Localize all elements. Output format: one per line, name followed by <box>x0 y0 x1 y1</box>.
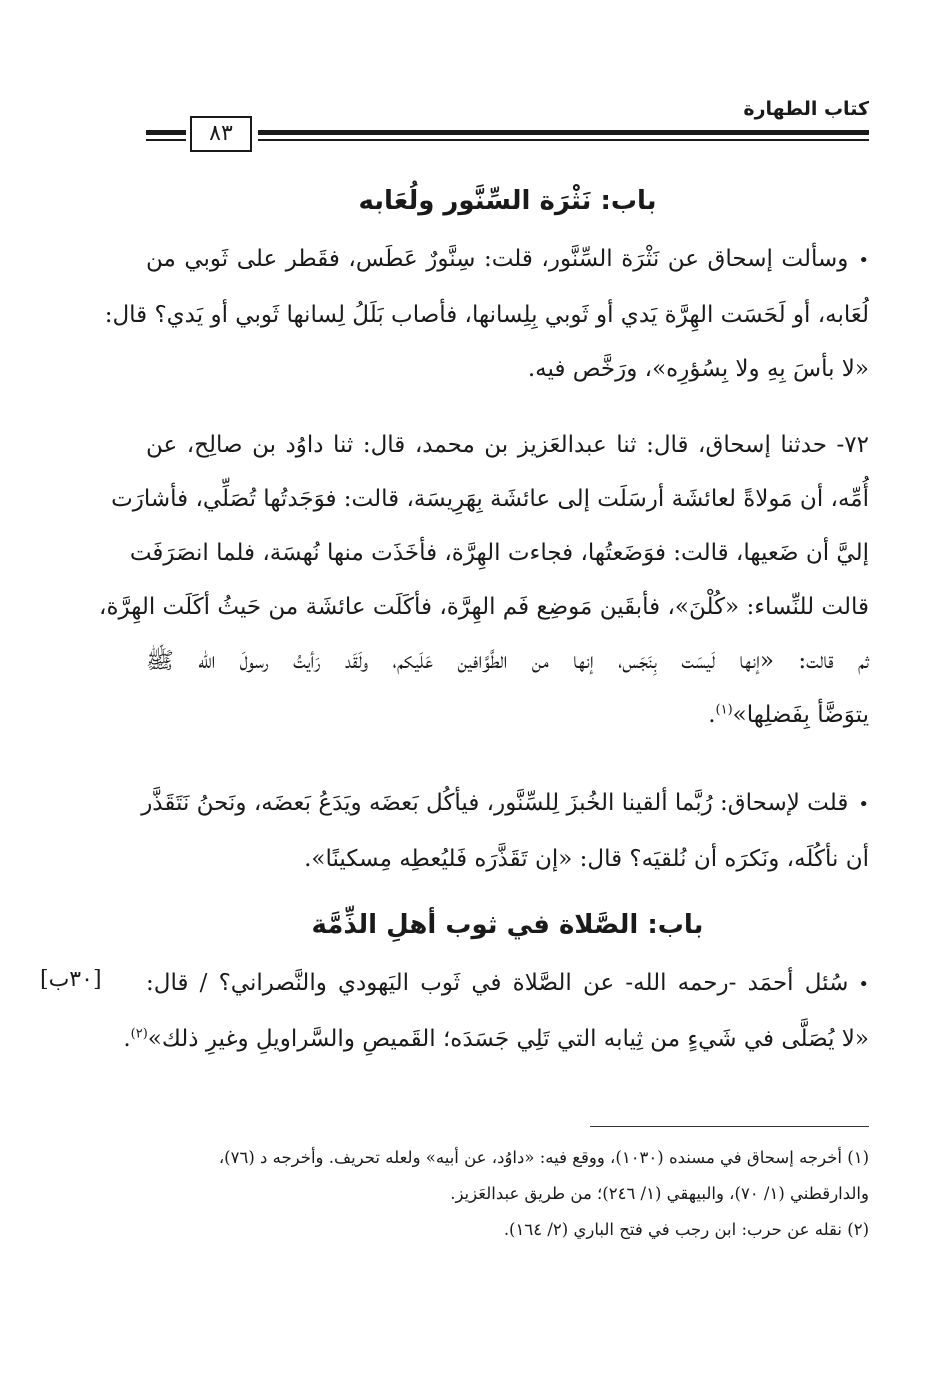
footnote-divider <box>590 1126 869 1127</box>
paragraph <box>123 956 869 1066</box>
text-line: ثم قالت: «إنها لَيسَت بِنَجَس، إنها من الطَّوَّافين عَلَيكم، ولَقَد رَأيتُ رسولَ الله ﷺ <box>146 648 869 674</box>
header-rule <box>258 128 869 146</box>
bullet-icon: • <box>858 794 869 815</box>
paragraph <box>104 232 869 396</box>
footnote: والدارقطني (١/ ٧٠)، والبيهقي (١/ ٢٤٦)؛ من طريق عبدالعَزيز. <box>450 1184 869 1203</box>
footnote-ref[interactable]: (١) <box>715 702 733 718</box>
text-line: •قلت لإسحاق: رُبَّما ألقينا الخُبزَ لِلسِّنَّور، فيأكُل بَعضَه ويَدَعُ بَعضَه، ونَحنُ نَتَقَذَّر <box>141 790 869 816</box>
running-title: كتاب الطهارة <box>743 98 869 120</box>
bullet-icon: • <box>858 974 869 995</box>
footnotes <box>146 1140 869 1248</box>
section-heading: باب: نَثْرَة السِّنَّور ولُعَابه <box>358 186 657 216</box>
footnote-ref[interactable]: (٢) <box>130 1026 148 1042</box>
paragraph <box>99 418 869 742</box>
paragraph <box>141 776 869 886</box>
text-line: «لا بأسَ بِهِ ولا بِسُؤرِه»، ورَخَّص فيه. <box>527 356 869 382</box>
text-line: أُمِّه، أن مَولاةً لعائشَة أرسَلَت إلى عائشَة بِهَرِيسَة، قالت: فوَجَدتُها تُصَلِّي، فأشارَت <box>111 486 869 512</box>
bullet-icon: • <box>858 250 869 271</box>
text-line: إليَّ أن ضَعيها، قالت: فوَضَعتُها، فجاءت الهِرَّة، فأخَذَت منها نُهسَة، فلما انصَرَفَت <box>129 540 869 566</box>
text-line: أن نأكُلَه، ونَكرَه أن نُلقيَه؟ قال: «إن تَقَذَّرَه فَليُعطِه مِسكينًا». <box>304 846 869 872</box>
page-number: ٨٣ <box>190 116 252 152</box>
text-line: لُعَابه، أو لَحَسَت الهِرَّة يَدي أو ثَوبي بِلِسانها، فأصاب بَلَلُ لِسانها ثَوبي أو يَدي؟ قال: <box>104 302 869 328</box>
text-line: •سُئل أحمَد -رحمه الله- عن الصَّلاة في ثَوب اليَهودي والنَّصراني؟ / قال: <box>146 970 869 996</box>
text-line: قالت للنِّساء: «كُلْنَ»، فأبقَين مَوضِع فَم الهِرَّة، فأكَلَت عائشَة من حَيثُ أكَلَت الهِرَّة، <box>99 594 869 620</box>
text-line: «لا يُصَلَّى في شَيءٍ من ثِيابه التي تَلِي جَسَدَه؛ القَميصِ والسَّراويلِ وغيرِ ذلك»$^{(٢)}$. <box>123 1026 869 1052</box>
footnote: (٢) نقله عن حرب: ابن رجب في فتح الباري (٢/ ١٦٤). <box>503 1220 869 1239</box>
text-line: ٧٢- حدثنا إسحاق، قال: ثنا عبدالعَزيز بن محمد، قال: ثنا داوُد بن صالِح، عن <box>146 432 869 458</box>
folio-margin-note: [٣٠ب] <box>40 967 102 992</box>
section-heading: باب: الصَّلاة في ثوب أهلِ الذِّمَّة <box>311 910 704 940</box>
text-line: •وسألت إسحاق عن نَثْرَة السِّنَّور، قلت: سِنَّورٌ عَطَس، فقَطر على ثَوبي من <box>146 246 869 272</box>
text-line: يتوَضَّأ بِفَضلِها»$^{(١)}$. <box>708 702 869 728</box>
header-rule-short <box>146 128 186 146</box>
footnote: (١) أخرجه إسحاق في مسنده (١٠٣٠)، ووقع فيه: «داوُد، عن أبيه» ولعله تحريف. وأخرجه د (٧٦)، <box>218 1148 869 1167</box>
